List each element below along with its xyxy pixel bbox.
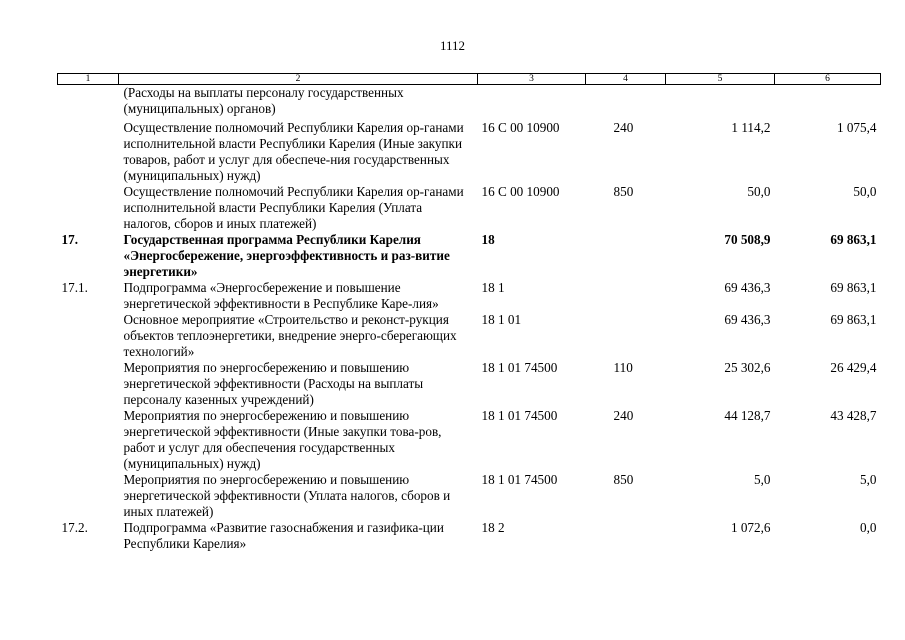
row-name: (Расходы на выплаты персоналу государственных (муниципальных) органов): [123, 85, 404, 116]
row-number: [58, 472, 119, 520]
row-code: 18: [481, 231, 495, 247]
table-row-program: [58, 232, 881, 280]
table-row: [58, 120, 881, 184]
row-code: 18 2: [481, 519, 505, 535]
row-number: [58, 312, 119, 360]
row-amount-6: [775, 85, 881, 120]
row-code: 18 1 01 74500: [481, 407, 558, 423]
row-amount-5: [666, 85, 775, 120]
row-amount-6: 0,0: [860, 519, 877, 535]
row-amount-6: 5,0: [860, 471, 877, 487]
row-amount-5: 1 114,2: [731, 119, 771, 135]
row-expense-type: 850: [613, 183, 634, 199]
table-row: [58, 472, 881, 520]
row-expense-type: [586, 232, 666, 280]
row-amount-5: 5,0: [754, 471, 771, 487]
row-code: 16 С 00 10900: [481, 119, 560, 135]
row-amount-6: 69 863,1: [830, 231, 877, 247]
page-number: 1112: [439, 38, 466, 53]
row-number: 17.1.: [61, 279, 88, 295]
row-amount-5: 1 072,6: [730, 519, 771, 535]
row-code: 18 1 01 74500: [481, 359, 558, 375]
header-col-5: 5: [666, 74, 775, 85]
row-code: 18 1: [481, 279, 505, 295]
row-amount-5: 69 436,3: [724, 279, 771, 295]
row-amount-6: 69 863,1: [830, 279, 877, 295]
header-col-2: 2: [119, 74, 478, 85]
row-number: 17.2.: [61, 519, 88, 535]
row-code: 16 С 00 10900: [481, 183, 560, 199]
row-number: [58, 120, 119, 184]
row-expense-type: [586, 85, 666, 120]
row-name: Мероприятия по энергосбережению и повышению энергетической эффективности (Расходы на выплаты персоналу казенных учреждений): [123, 359, 424, 407]
row-number: [58, 360, 119, 408]
row-name: Подпрограмма «Развитие газоснабжения и газифика-ции Республики Карелия»: [123, 519, 444, 551]
budget-table: [57, 73, 881, 552]
row-name: Мероприятия по энергосбережению и повышению энергетической эффективности (Иные закупки това-ров, работ и услуг для обеспечения государственных (муниципальных) нужд): [123, 407, 442, 471]
row-name: Мероприятия по энергосбережению и повышению энергетической эффективности (Уплата налогов, сборов и иных платежей): [123, 471, 451, 519]
row-expense-type: [586, 520, 666, 552]
row-amount-5: 70 508,9: [724, 231, 771, 247]
row-amount-5: 25 302,6: [724, 359, 771, 375]
row-amount-6: 69 863,1: [830, 311, 877, 327]
table-row: [58, 184, 881, 232]
row-name: Осуществление полномочий Республики Карелия ор-ганами исполнительной власти Республики Карелия (Иные закупки товаров, работ и услуг для обеспече-ния государственных (муниципальных) нужд): [123, 119, 464, 183]
row-amount-6: 43 428,7: [830, 407, 877, 423]
row-amount-5: 50,0: [747, 183, 771, 199]
row-number: [58, 85, 119, 120]
row-name: Основное мероприятие «Строительство и реконст-рукция объектов теплоэнергетики, внедрение энерго-сберегающих технологий»: [123, 311, 457, 359]
header-col-3: 3: [478, 74, 586, 85]
header-col-1: 1: [58, 74, 119, 85]
row-code: [478, 85, 586, 120]
header-col-4: 4: [586, 74, 666, 85]
row-number: [58, 408, 119, 472]
row-code: 18 1 01 74500: [481, 471, 558, 487]
row-expense-type: 240: [613, 407, 634, 423]
row-name: Государственная программа Республики Карелия «Энергосбережение, энергоэффективность и раз-витие энергетики»: [123, 231, 450, 279]
header-col-6: 6: [775, 74, 881, 85]
table-row-subprogram: [58, 520, 881, 552]
column-number-header: [58, 74, 881, 85]
table-row: [58, 408, 881, 472]
row-expense-type: [586, 312, 666, 360]
table-row-subprogram: [58, 280, 881, 312]
row-amount-6: 50,0: [853, 183, 877, 199]
row-amount-5: 44 128,7: [724, 407, 771, 423]
row-number: [58, 184, 119, 232]
row-amount-6: 26 429,4: [830, 359, 877, 375]
row-expense-type: [586, 280, 666, 312]
row-expense-type: 110: [613, 359, 633, 375]
table-row: [58, 85, 881, 120]
row-name: Подпрограмма «Энергосбережение и повышение энергетической эффективности в Республике Каре-лия»: [123, 279, 439, 311]
table-row: [58, 312, 881, 360]
row-name: Осуществление полномочий Республики Карелия ор-ганами исполнительной власти Республики Карелия (Уплата налогов, сборов и иных платежей): [123, 183, 464, 231]
table-row: [58, 360, 881, 408]
row-number: 17.: [61, 231, 78, 247]
row-expense-type: 240: [613, 119, 634, 135]
row-code: 18 1 01: [481, 311, 522, 327]
row-amount-5: 69 436,3: [724, 311, 771, 327]
row-expense-type: 850: [613, 471, 634, 487]
row-amount-6: 1 075,4: [836, 119, 877, 135]
